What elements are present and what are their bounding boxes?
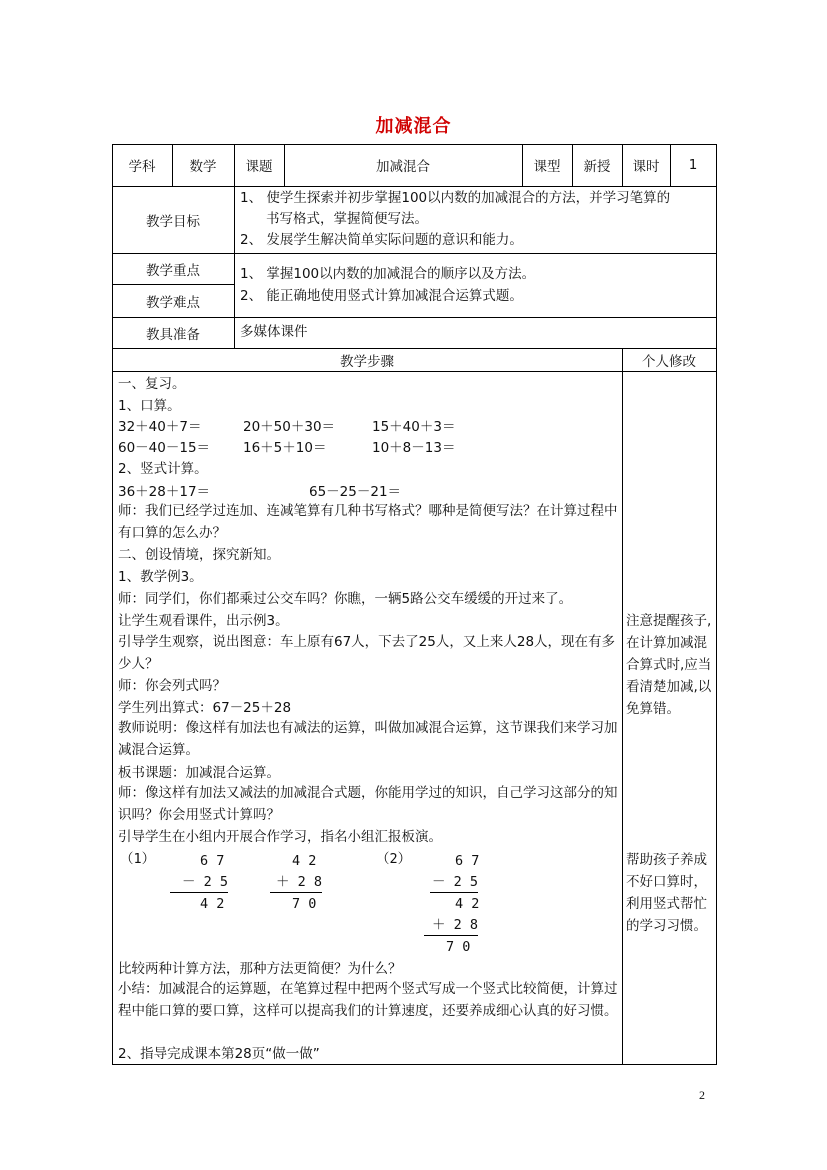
calc-c-top: 6 7 <box>455 853 480 869</box>
teacher-self-learn: 师：像这样有加法又减法的加减混合式题，你能用学过的知识，自己学习这部分的知识吗？你会用竖式计算吗？ <box>118 785 618 823</box>
hours-label: 课时 <box>632 159 660 175</box>
step-oral-heading: 1、口算。 <box>118 398 181 414</box>
page-number: 2 <box>699 1088 705 1102</box>
summary: 小结：加减混合的运算题，在笔算过程中把两个竖式写成一个竖式比较简便，计算过程中能口算的要口算，这样可以提高我们的计算速度，还要养成细心认真的好习惯。 <box>118 981 618 1019</box>
calc-a-top: 6 7 <box>200 853 225 869</box>
step-review-heading: 一、复习。 <box>118 376 186 392</box>
goal-line-1b: 书写格式，掌握简便写法。 <box>266 211 428 227</box>
key-point-line-1: 1、 掌握100以内数的加减混合的顺序以及方法。 <box>240 266 536 282</box>
calc-c-subtract: － 2 5 <box>430 872 478 893</box>
step-explore-heading: 二、创设情境，探究新知。 <box>118 547 280 563</box>
topic-value: 加减混合 <box>376 159 430 175</box>
difficulties-label: 教学难点 <box>146 294 200 311</box>
materials-label: 教具准备 <box>146 326 200 343</box>
materials-value: 多媒体课件 <box>240 324 308 340</box>
vertical-b: 65－25－21＝ <box>309 484 402 500</box>
step-vertical-heading: 2、竖式计算。 <box>118 461 208 477</box>
personal-note-2: 帮助孩子养成不好口算时，利用竖式帮忙的学习习惯。 <box>626 852 707 934</box>
teacher-question-1: 师：我们已经学过连加、连减笔算有几种书写格式？哪种是简便写法？在计算过程中有口算的怎么办？ <box>118 503 618 541</box>
oral-2-3: 10＋8－13＝ <box>372 440 456 456</box>
calc-a-subtract: － 2 5 <box>170 872 228 893</box>
subject-value: 数学 <box>189 159 217 175</box>
calc-c-mid: 4 2 <box>455 896 480 912</box>
oral-2-1: 60－40－15＝ <box>118 440 211 456</box>
teacher-explain: 教师说明：像这样有加法也有减法的运算，叫做加减混合运算，这节课我们来学习加减混合运算。 <box>118 720 618 758</box>
calc-b-add: ＋ 2 8 <box>270 872 322 893</box>
type-value: 新授 <box>583 159 611 175</box>
calc-label-1: （1） <box>120 851 156 867</box>
calc-c-add: ＋ 2 8 <box>424 915 478 936</box>
personal-header: 个人修改 <box>642 353 696 370</box>
oral-2-2: 16＋5＋10＝ <box>243 440 327 456</box>
teacher-bus: 师：同学们，你们都乘过公交车吗？你瞧，一辆5路公交车缓缓的开过来了。 <box>118 591 573 607</box>
board-title: 板书课题：加减混合运算。 <box>118 765 280 781</box>
group-work: 引导学生在小组内开展合作学习，指名小组汇报板演。 <box>118 829 442 845</box>
hours-value: 1 <box>688 157 698 173</box>
topic-label: 课题 <box>245 159 273 175</box>
oral-1-3: 15＋40＋3＝ <box>372 419 456 435</box>
steps-header: 教学步骤 <box>340 353 394 370</box>
document-title: 加减混合 <box>375 116 452 137</box>
guide-exercise: 2、指导完成课本第28页“做一做” <box>118 1046 320 1062</box>
goal-line-2: 2、 发展学生解决简单实际问题的意识和能力。 <box>240 232 523 248</box>
oral-1-2: 20＋50＋30＝ <box>243 419 336 435</box>
calc-label-2: （2） <box>376 851 412 867</box>
calc-b-result: 7 0 <box>292 896 317 912</box>
goal-line-1a: 1、 使学生探索并初步掌握100以内数的加减混合的方法，并学习笔算的 <box>240 190 671 206</box>
observe-picture: 引导学生观察，说出图意：车上原有67人，下去了25人，又上来人28人，现在有多少人？ <box>118 634 616 672</box>
calc-b-top: 4 2 <box>292 853 317 869</box>
key-points-label: 教学重点 <box>146 262 200 279</box>
calc-c-result: 7 0 <box>446 939 471 955</box>
teacher-ask-equation: 师：你会列式吗？ <box>118 678 226 694</box>
step-example-heading: 1、教学例3。 <box>118 569 203 585</box>
oral-1-1: 32＋40＋7＝ <box>118 419 202 435</box>
compare-methods: 比较两种计算方法，那种方法更简便？为什么？ <box>118 961 402 977</box>
goals-label: 教学目标 <box>146 213 200 230</box>
personal-note-1: 注意提醒孩子,在计算加减混合算式时,应当看清楚加减,以免算错。 <box>626 613 712 717</box>
vertical-a: 36＋28＋17＝ <box>118 484 211 500</box>
type-label: 课型 <box>533 159 561 175</box>
key-point-line-2: 2、 能正确地使用竖式计算加减混合运算式题。 <box>240 288 523 304</box>
show-example: 让学生观看课件，出示例3。 <box>118 613 289 629</box>
calc-a-result: 4 2 <box>200 896 225 912</box>
student-equation: 学生列出算式：67－25＋28 <box>118 700 292 716</box>
subject-label: 学科 <box>128 159 156 175</box>
